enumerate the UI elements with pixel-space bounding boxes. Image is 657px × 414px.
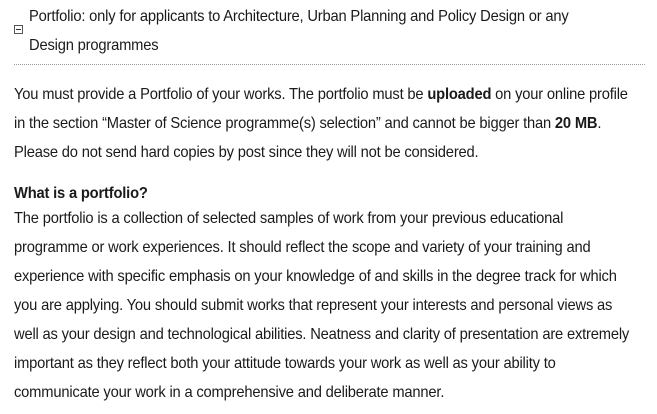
intro-text-2: on your online profile in the section “Master of Science programme(s) selection” and cannot be bigger than xyxy=(14,86,628,132)
what-is-heading: What is a portfolio? xyxy=(14,185,148,202)
collapse-icon[interactable] xyxy=(14,25,23,34)
what-is-body: The portfolio is a collection of selected samples of work from your previous educational programme or work experiences. It should reflect the scope and variety of your training and experience with specific emphasis on your knowledge of and skills in the degree track for which you are applying. You should submit works that represent your interests and personal views as well as your design and technological abilities. Neatness and clarity of presentation are extremely important as they reflect both your attitude towards your work as well as your ability to communicate your work in a comprehensive and deliberate manner. xyxy=(14,210,630,401)
intro-emphasis-uploaded: uploaded xyxy=(427,86,492,103)
accordion-title[interactable]: Portfolio: only for applicants to Architecture, Urban Planning and Policy Design or any Design programmes xyxy=(29,8,569,54)
intro-emphasis-size: 20 MB xyxy=(554,115,598,132)
accordion-content xyxy=(14,80,645,407)
intro-text-3: . Please do not send hard copies by post since they will not be considered. xyxy=(14,115,602,161)
accordion-header[interactable] xyxy=(14,0,645,65)
intro-text-1: You must provide a Portfolio of your works. The portfolio must be xyxy=(14,86,428,103)
intro-paragraph xyxy=(14,80,636,167)
